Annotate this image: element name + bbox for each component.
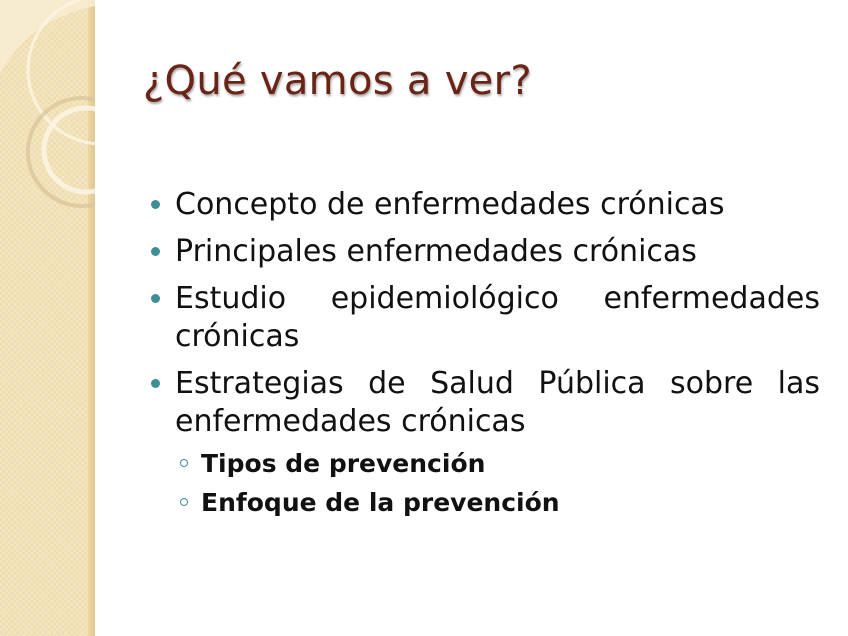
bullet-list bbox=[150, 186, 820, 519]
bullet-dot-icon bbox=[151, 379, 160, 388]
bullet-item bbox=[150, 365, 820, 441]
slide-title: ¿Qué vamos a ver? bbox=[143, 58, 532, 104]
bullet-dot-icon bbox=[151, 200, 160, 209]
bullet-dot-icon bbox=[151, 247, 160, 256]
bullet-text: Concepto de enfermedades crónicas bbox=[175, 187, 725, 222]
sub-bullet-ring-icon bbox=[180, 498, 188, 506]
bullet-dot-icon bbox=[151, 294, 160, 303]
decorative-circles-graphic bbox=[0, 0, 95, 240]
bullet-item bbox=[150, 280, 820, 356]
sub-bullet-item bbox=[150, 448, 820, 480]
bullet-text: Estudio epidemiológico enfermedades crónicas bbox=[175, 281, 820, 354]
bullet-item bbox=[150, 233, 820, 271]
sub-bullet-text: Enfoque de la prevención bbox=[201, 488, 560, 517]
bullet-item bbox=[150, 186, 820, 224]
sub-bullet-ring-icon bbox=[180, 459, 188, 467]
sub-bullet-item bbox=[150, 487, 820, 519]
sub-bullet-text: Tipos de prevención bbox=[201, 449, 486, 478]
bullet-text: Principales enfermedades crónicas bbox=[175, 234, 697, 269]
bullet-text: Estrategias de Salud Pública sobre las enfermedades crónicas bbox=[175, 366, 820, 439]
